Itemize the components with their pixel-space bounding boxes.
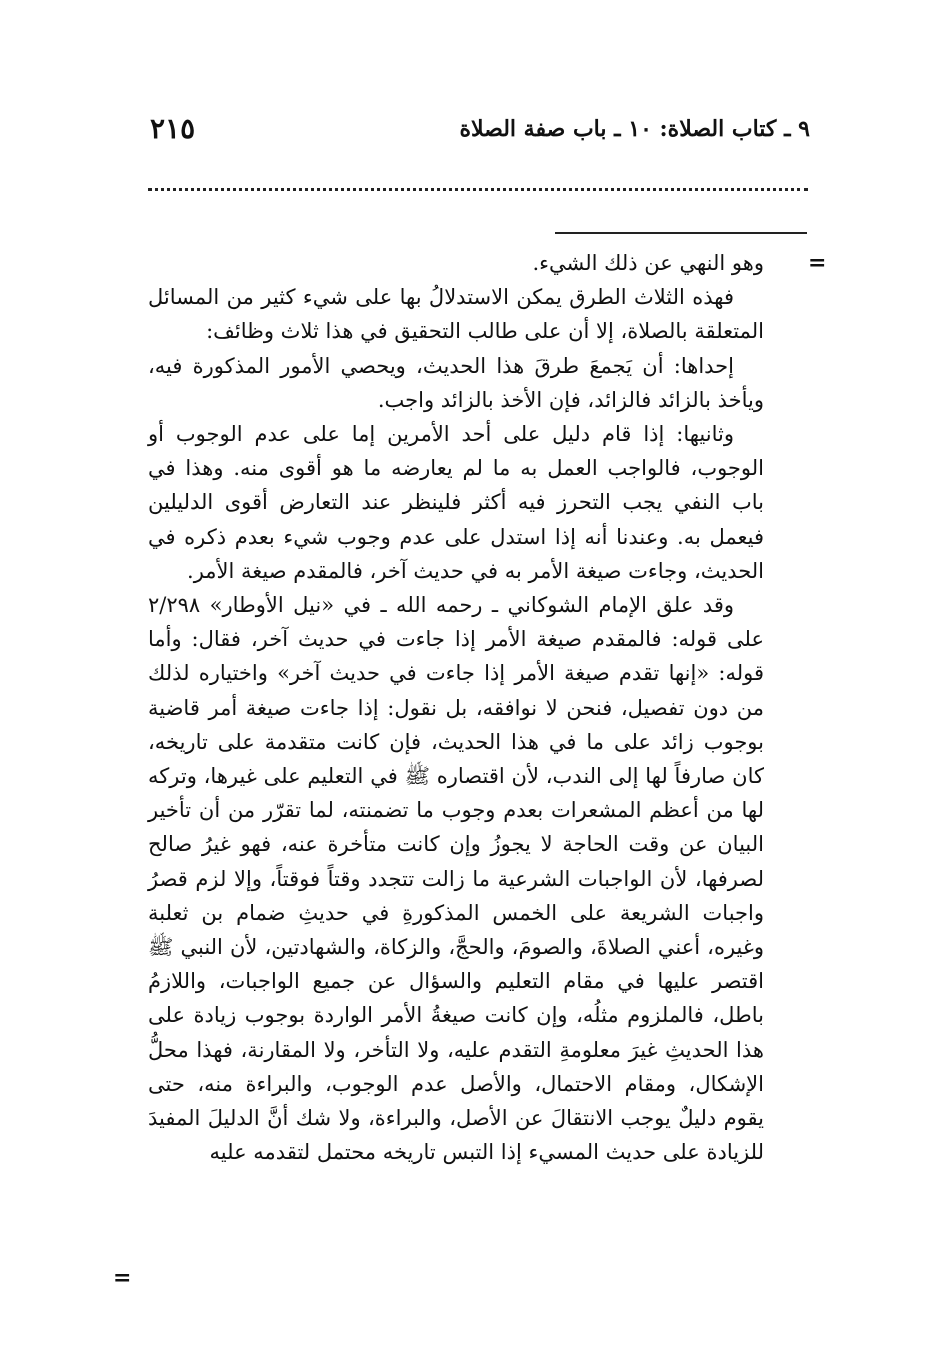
- continuation-marker-top: =: [808, 250, 827, 276]
- footnote-paragraph-4: وثانيها: إذا قام دليل على أحد الأمرين إما على عدم الوجوب أو الوجوب، فالواجب العمل به ما لم يعارضه ما هو أقوى منه. وهذا في باب النفي يجب التحرز فيه أكثر فلينظر عند التعارض أقوى الدليلين فيعمل به. وعندنا أنه إذا استدل على عدم وجوب شيء بعدم ذكره في الحديث، وجاءت صيغة الأمر به في حديث آخر، فالمقدم صيغة الأمر.: [148, 422, 764, 583]
- page-number: ٢١٥: [150, 112, 196, 145]
- dotted-separator: [148, 188, 808, 191]
- footnote-rule: [555, 232, 807, 234]
- running-title: ٩ ـ كتاب الصلاة: ١٠ ـ باب صفة الصلاة: [459, 116, 810, 142]
- page-header: [140, 110, 810, 150]
- footnote-paragraph-5: وقد علق الإمام الشوكاني ـ رحمه الله ـ في «نيل الأوطار» ٢/٢٩٨ على قوله: فالمقدم صيغة الأمر إذا جاءت في حديث آخر، فقال: وأما قوله: «إنها تقدم صيغة الأمر إذا جاءت في حديث آخر» واختياره لذلك من دون تفصيل، فنحن لا نوافقه، بل نقول: إذا جاءت صيغة أمر قاضية بوجوب زائد على ما في هذا الحديث، فإن كانت متقدمة على تاريخه، كان صارفاً لها إلى الندب، لأن اقتصاره ﷺ في التعليم على غيرها، وتركه لها من أعظم المشعرات بعدم وجوب ما تضمنته، لما تقرّر من أن تأخير البيان عن وقت الحاجة لا يجوزُ وإن كانت متأخرة عنه، فهو غيرُ صالح لصرفها، لأن الواجبات الشرعية ما زالت تتجدد وقتاً فوقتاً، وإلا لزم قصرُ واجبات الشريعة على الخمس المذكورةِ في حديثِ ضمام بن ثعلبة وغيره، أعني الصلاةَ، والصومَ، والحجَّ، والزكاة، والشهادتين، لأن النبي ﷺ اقتصر عليها في مقام التعليم والسؤال عن جميع الواجبات، واللازمُ باطل، فالملزوم مثلُه، وإن كانت صيغةُ الأمر الواردة بوجوب زيادة على هذا الحديثِ غيرَ معلومةِ التقدم عليه، ولا التأخر، ولا المقارنة، فهذا محلُّ الإشكال، ومقام الاحتمال، والأصل عدم الوجوب، والبراءة منه، حتى يقوم دليلٌ يوجب الانتقالَ عن الأصل، والبراءة، ولا شك أنَّ الدليلَ المفيدَ للزيادة على حديث المسيء إذا التبس تاريخه محتمل لتقدمه عليه: [148, 593, 765, 1165]
- footnote-paragraph-2: فهذه الثلاث الطرق يمكن الاستدلالُ بها على شيء كثير من المسائل المتعلقة بالصلاة، إلا أن على طالب التحقيق في هذا ثلاث وظائف:: [148, 285, 764, 344]
- footnote-paragraph-3: إحداها: أن يَجمعَ طرقَ هذا الحديث، ويحصي الأمور المذكورة فيه، ويأخذ بالزائد فالزائد، فإن الأخذ بالزائد واجب.: [148, 353, 764, 412]
- footnote-body: [148, 246, 764, 1169]
- footnote-paragraph-1: وهو النهي عن ذلك الشيء.: [532, 251, 764, 275]
- continuation-marker-bottom: =: [113, 1265, 132, 1291]
